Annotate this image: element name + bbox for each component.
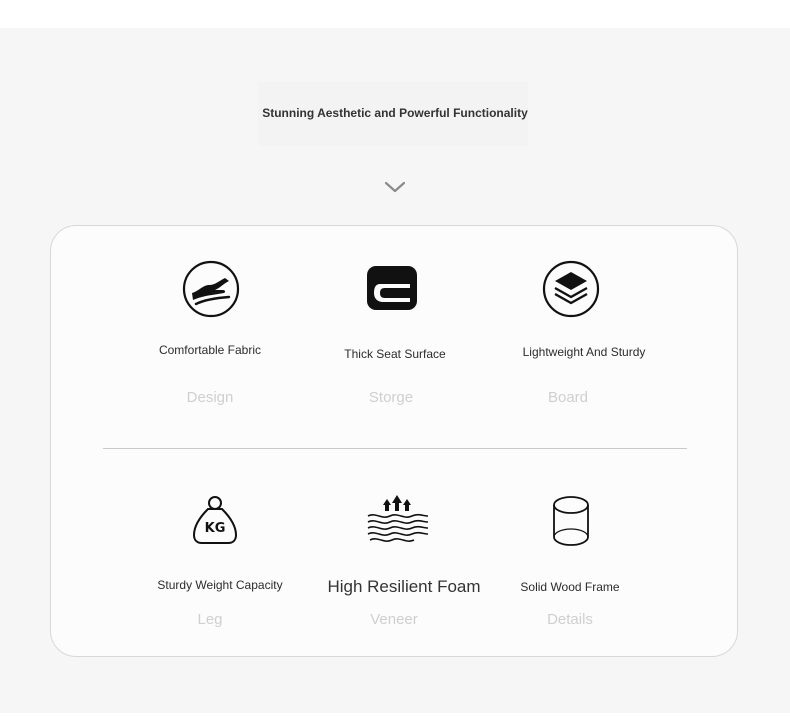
feature-label: Solid Wood Frame (520, 580, 620, 594)
feature-subtitle: Board (547, 389, 589, 406)
feature-subtitle: Leg (197, 611, 223, 628)
feature-subtitle: Details (547, 611, 593, 628)
section-headline: Stunning Aesthetic and Powerful Functionality (262, 106, 528, 120)
chevron-down-icon[interactable] (383, 180, 407, 194)
feature-label: High Resilient Foam (327, 577, 481, 596)
hand-wave-icon (182, 260, 240, 318)
foam-waves-icon (366, 494, 430, 546)
cylinder-icon (551, 495, 591, 547)
top-strip (0, 0, 790, 28)
layers-icon (542, 260, 600, 318)
kg-text: KG (204, 521, 226, 536)
feature-label: Lightweight And Sturdy (522, 345, 646, 359)
bottom-strip (0, 713, 790, 717)
kg-weight-icon (192, 495, 238, 545)
seat-cushion-icon (366, 265, 418, 311)
feature-label: Comfortable Fabric (158, 343, 262, 357)
feature-subtitle: Storge (368, 389, 414, 406)
feature-label: Sturdy Weight Capacity (157, 578, 283, 592)
feature-label: Thick Seat Surface (344, 347, 446, 361)
feature-subtitle: Veneer (370, 611, 418, 628)
feature-subtitle: Design (186, 389, 234, 406)
card-divider (103, 448, 687, 449)
